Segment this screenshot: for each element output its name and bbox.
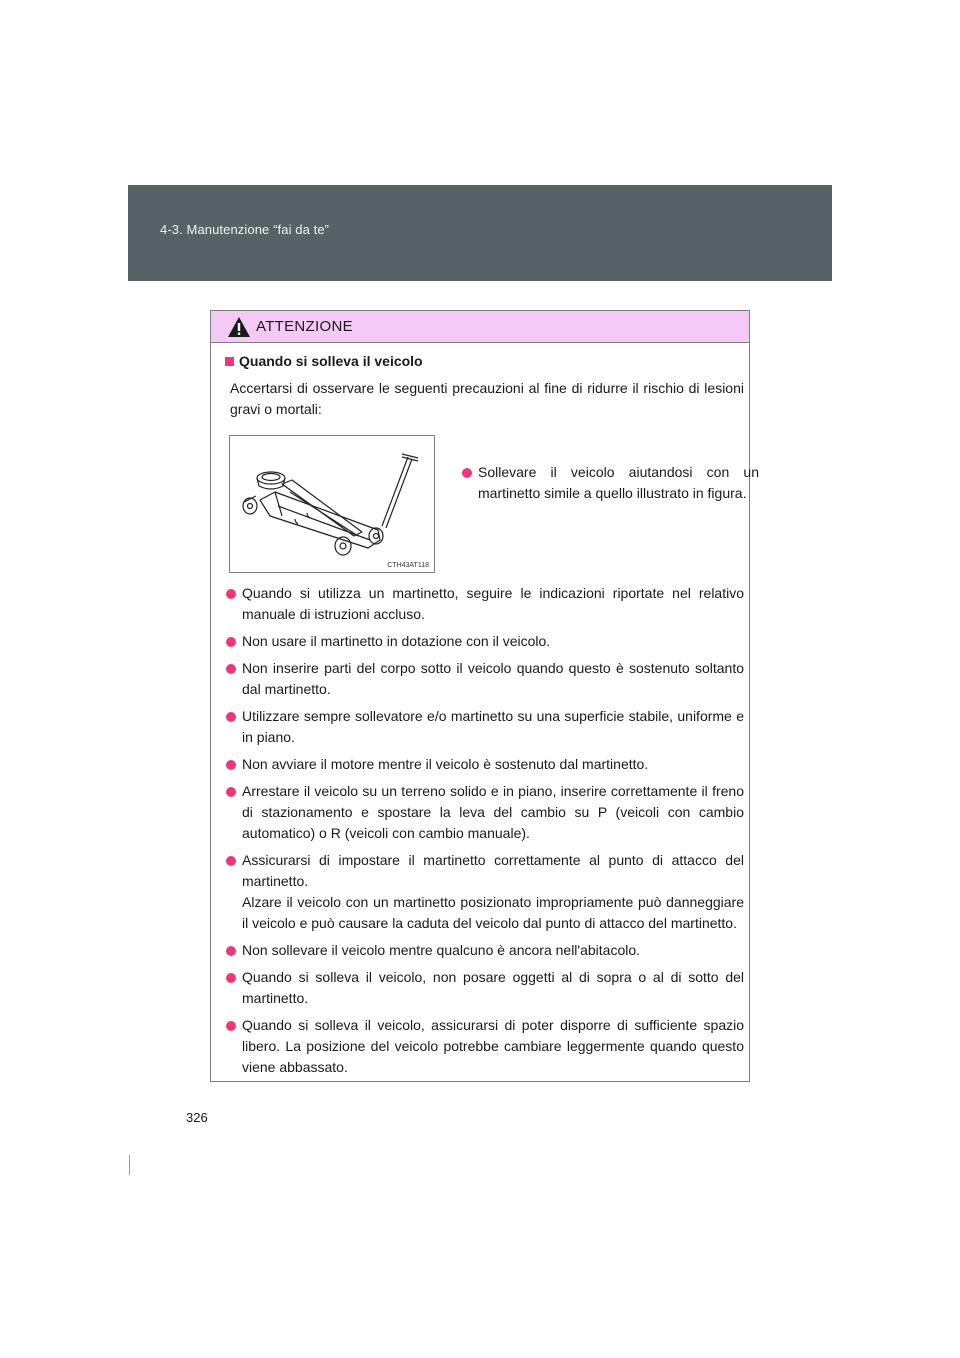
list-item: [224, 658, 744, 700]
bullet-dot-icon: [226, 589, 236, 599]
bullet-dot-icon: [226, 973, 236, 983]
chapter-title: 4-3. Manutenzione “fai da te”: [160, 222, 330, 237]
list-item-text: Quando si solleva il veicolo, non posare oggetti al di sopra o al di sotto del martinetto.: [242, 969, 744, 1006]
warning-box: [210, 310, 759, 1082]
list-item: [224, 781, 744, 844]
bullet-dot-icon: [462, 468, 472, 478]
precautions-list: [224, 583, 744, 1084]
bullet-dot-icon: [226, 637, 236, 647]
bullet-dot-icon: [226, 856, 236, 866]
list-item-text: Non sollevare il veicolo mentre qualcuno è ancora nell'abitacolo.: [242, 942, 641, 958]
bullet-dot-icon: [226, 787, 236, 797]
list-item: [224, 967, 744, 1009]
list-item: [224, 940, 744, 961]
list-item: [224, 583, 744, 625]
bullet-dot-icon: [226, 760, 236, 770]
warning-title: ATTENZIONE: [256, 318, 353, 335]
warning-header: [211, 311, 749, 343]
list-item-text: Non avviare il motore mentre il veicolo è sostenuto dal martinetto.: [242, 756, 649, 772]
list-item: [224, 1015, 744, 1078]
list-item: [224, 631, 744, 652]
side-bullet: [460, 462, 759, 504]
list-item-text: Quando si utilizza un martinetto, seguire le indicazioni riportate nel relativo manuale di istruzioni accluso.: [242, 585, 744, 622]
list-item: [224, 850, 744, 934]
list-item-text: Non usare il martinetto in dotazione con il veicolo.: [242, 633, 551, 649]
bullet-dot-icon: [226, 712, 236, 722]
figure-code: CTH43AT118: [387, 562, 429, 569]
warning-triangle-icon: [227, 316, 251, 338]
margin-line: [129, 1155, 130, 1175]
list-item-text: Utilizzare sempre sollevatore e/o martinetto su una superficie stabile, uniforme e in piano.: [242, 708, 744, 745]
page-number: 326: [186, 1110, 208, 1125]
list-item-text: Non inserire parti del corpo sotto il veicolo quando questo è sostenuto soltanto dal martinetto.: [242, 660, 744, 697]
list-item: [224, 754, 744, 775]
list-item-text: Quando si solleva il veicolo, assicurarsi di poter disporre di sufficiente spazio libero. La posizione del veicolo potrebbe cambiare leggermente quando questo viene abbassato.: [242, 1017, 744, 1075]
list-item-text: Assicurarsi di impostare il martinetto correttamente al punto di attacco del martinetto. Alzare il veicolo con un martinetto posizionato impropriamente può danneggiare il veicolo e può causare la caduta del veicolo dal punto di attacco del martinetto.: [242, 852, 744, 931]
list-item-text: Arrestare il veicolo su un terreno solido e in piano, inserire correttamente il freno di stazionamento e spostare la leva del cambio su P (veicoli con cambio automatico) o R (veicoli con cambio manuale).: [242, 783, 744, 841]
bullet-dot-icon: [226, 946, 236, 956]
bullet-dot-icon: [226, 1021, 236, 1031]
section-title-text: Quando si solleva il veicolo: [239, 353, 423, 369]
square-bullet-icon: [225, 357, 234, 366]
list-item: [224, 706, 744, 748]
section-title: [225, 353, 423, 369]
floor-jack-drawing: [230, 436, 434, 572]
bullet-dot-icon: [226, 664, 236, 674]
intro-text: Accertarsi di osservare le seguenti precauzioni al fine di ridurre il rischio di lesioni gravi o mortali:: [230, 380, 744, 417]
chapter-header-bar: [128, 185, 832, 281]
jack-illustration: [229, 435, 435, 573]
side-bullet-text: Sollevare il veicolo aiutandosi con un martinetto simile a quello illustrato in figura.: [478, 464, 759, 501]
